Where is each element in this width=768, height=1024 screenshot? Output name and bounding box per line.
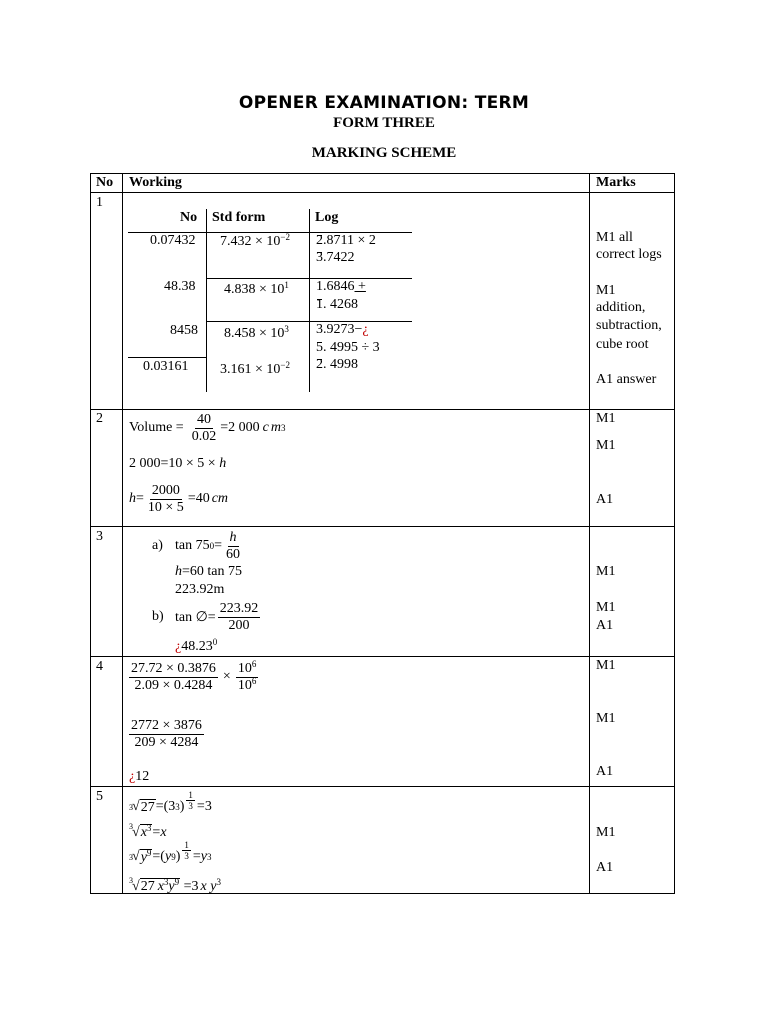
log-row-std: $3.161 \times 10^{-2}$ (220, 360, 290, 377)
log-table-header-log: Log (315, 210, 339, 225)
column-header-working: Working (129, 175, 182, 190)
log-value: 1. 4268 (316, 297, 358, 312)
q4-simplified: $\frac{2772 \times 3876}{209 \times 4284}$ (131, 717, 202, 750)
q3a-line3: 223.92m (175, 582, 225, 597)
q3b-answer: ¿48.23$^0$ (175, 637, 218, 654)
mark: M1 all (596, 230, 633, 245)
mark: A1 (596, 860, 614, 875)
column-header-no: No (96, 175, 114, 190)
q3a-line2: h=60 tan 75 (175, 564, 242, 579)
q2-volume-line: Volume = $\frac{40}{0.02}$ =2 000 c m 3 (129, 411, 286, 444)
mark: M1 (596, 658, 616, 673)
mark: M1 (596, 711, 616, 726)
log-row-std: $4.838 \times 10^1$ (224, 280, 289, 297)
mark: correct logs (596, 247, 662, 262)
log-row-std: $7.432 \times 10^{-2}$ (220, 232, 290, 249)
question-number: 2 (96, 411, 103, 426)
mark: M1 (596, 564, 616, 579)
page-title: OPENER EXAMINATION: TERM (238, 93, 530, 113)
q3b-equation: tan ∅= $\frac{223.92}{200}$ (175, 600, 259, 633)
question-number: 1 (96, 195, 103, 210)
mark: M1 (596, 283, 616, 298)
mark: subtraction, (596, 318, 662, 333)
question-number: 4 (96, 659, 103, 674)
q5-line2: $^3√x^3=x$ (129, 822, 167, 840)
log-value: 5. 4995 ÷ 3 (316, 340, 380, 355)
log-value: 3.7422 (316, 250, 355, 265)
log-row-no: 0.03161 (143, 359, 189, 374)
q2-equation-line: 2 000=10 × 5 × h (129, 456, 227, 471)
mark: A1 answer (596, 372, 657, 387)
q4-answer: ¿12 (129, 769, 150, 784)
mark: A1 (596, 492, 614, 507)
q5-line4: $^3$√27 $x^3y^9 =3$ x $y^3$ (129, 876, 221, 894)
page-subtitle: FORM THREE (333, 115, 435, 131)
column-header-marks: Marks (596, 175, 636, 190)
question-number: 3 (96, 529, 103, 544)
q5-line1: 3 √ 27 =(3 3 ) $\frac{1}{3}$ =3 (129, 789, 212, 815)
q4-expression: $\frac{27.72 \times 0.3876}{2.09 \times 0.4284}$ × $\frac{10^6}{10^6}$ (131, 658, 257, 693)
part-label: b) (152, 609, 164, 624)
log-value: 1.6846 + (316, 279, 366, 294)
mark: M1 (596, 825, 616, 840)
mark: M1 (596, 600, 616, 615)
q5-line3: 3 √ $y^9$ =( y 9 ) $\frac{1}{3}$ = y 3 (129, 839, 212, 865)
log-value: 3.9273−¿ (316, 322, 369, 337)
log-row-no: 8458 (170, 323, 198, 338)
log-value: 2.8711 × 2 (316, 233, 376, 248)
log-row-no: 0.07432 (150, 233, 196, 248)
mark: cube root (596, 337, 649, 352)
mark: M1 (596, 438, 616, 453)
marking-scheme-heading: MARKING SCHEME (311, 145, 457, 161)
log-table-header-no: No (180, 210, 198, 225)
question-number: 5 (96, 789, 103, 804)
part-label: a) (152, 538, 163, 553)
log-table-header-std: Std form (212, 210, 266, 225)
q3a-equation: tan 75 0 = $\frac{h}{60}$ (175, 529, 241, 562)
mark: M1 (596, 411, 616, 426)
log-value: 2. 4998 (316, 357, 358, 372)
mark: A1 (596, 618, 614, 633)
q2-answer-line: h = $\frac{2000}{10 \times 5}$ =40 cm (129, 482, 229, 515)
mark: addition, (596, 300, 646, 315)
mark: A1 (596, 764, 614, 779)
log-row-no: 48.38 (164, 279, 196, 294)
log-row-std: $8.458 \times 10^3$ (224, 324, 289, 341)
